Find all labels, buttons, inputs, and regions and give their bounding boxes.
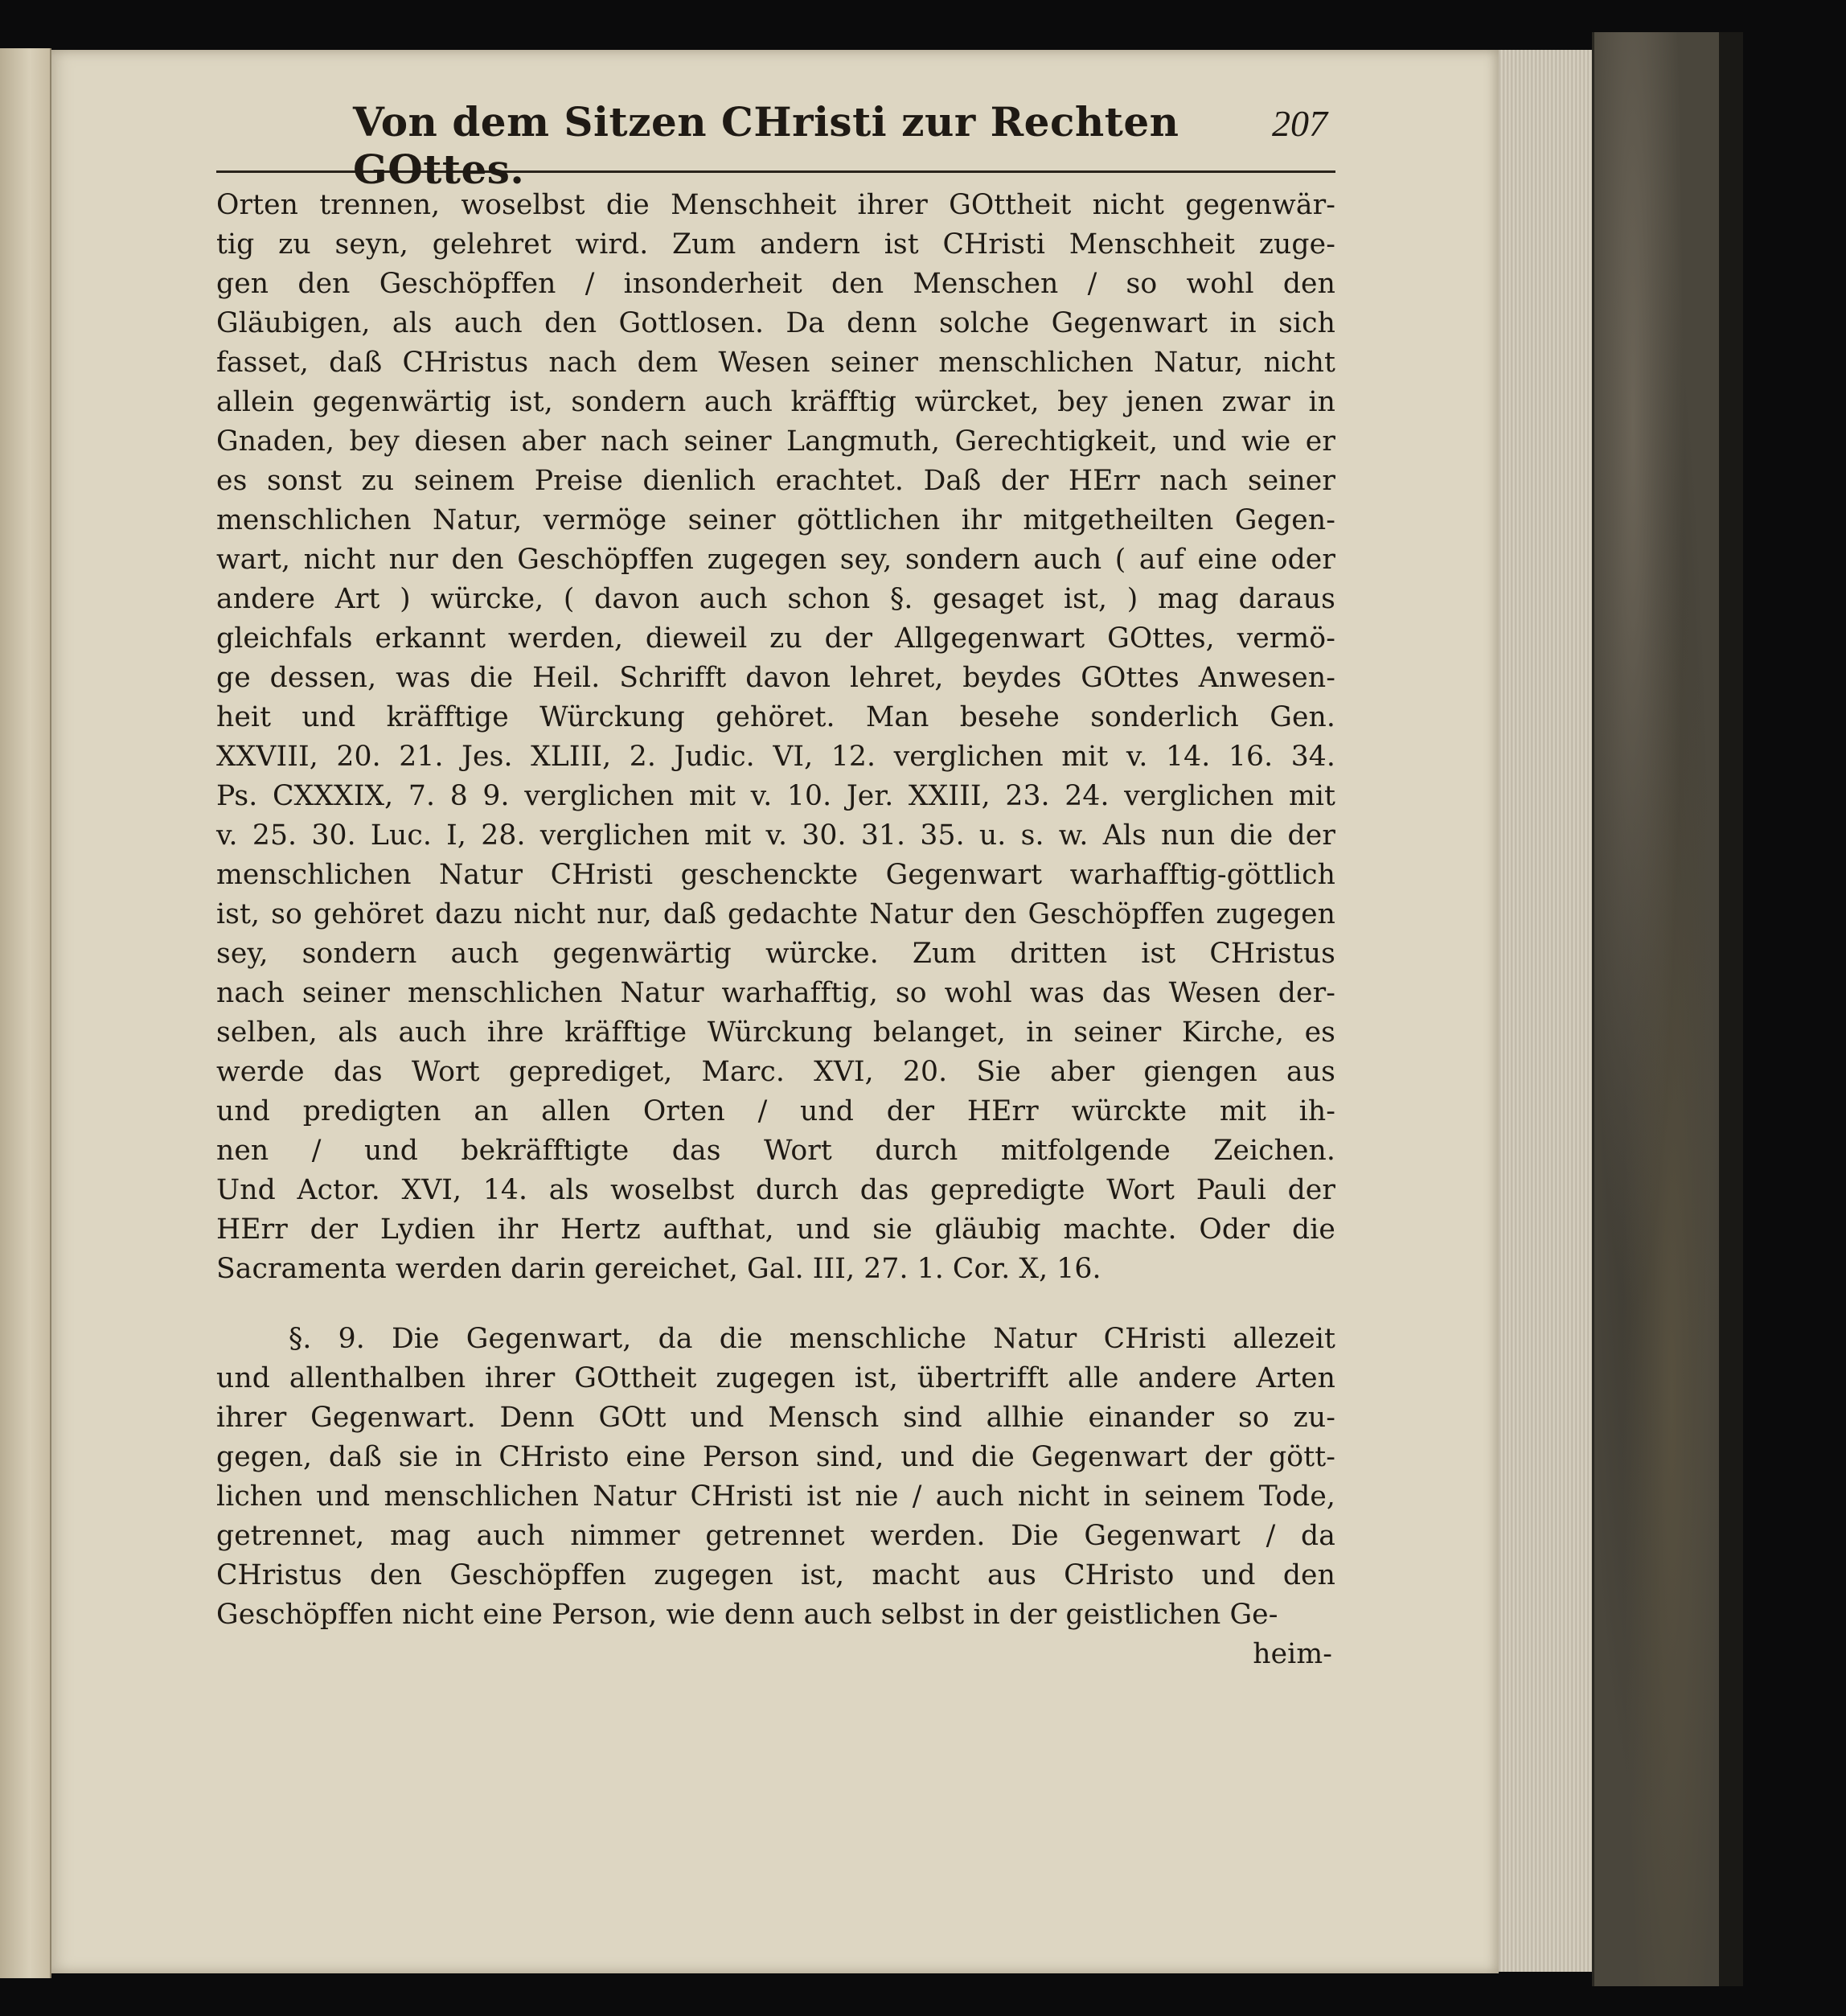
text-line: §. 9. Die Gegenwart, da die menschliche Natur CHristi allezeit (289, 1323, 1335, 1355)
text-line: es sonst zu seinem Preise dienlich erachtet. Daß der HErr nach seiner (216, 465, 1335, 497)
marbled-cover (1592, 32, 1723, 1986)
text-line: HErr der Lydien ihr Hertz aufthat, und sie gläubig machte. Oder die (216, 1213, 1335, 1246)
paragraph-2 (216, 1320, 1335, 1635)
cover-edge (1719, 32, 1743, 1986)
page-block-fore-edge (1497, 50, 1594, 1972)
text-line: tig zu seyn, gelehret wird. Zum andern ist CHristi Menschheit zuge- (216, 228, 1335, 261)
text-line: CHristus den Geschöpffen zugegen ist, macht aus CHristo und den (216, 1559, 1335, 1591)
text-line: gen den Geschöpffen / insonderheit den Menschen / so wohl den (216, 268, 1335, 300)
text-line: sey, sondern auch gegenwärtig würcke. Zum dritten ist CHristus (216, 938, 1335, 970)
text-line: allein gegenwärtig ist, sondern auch kräfftig würcket, bey jenen zwar in (216, 386, 1335, 418)
paragraph-gap (216, 1289, 1335, 1320)
text-line: menschlichen Natur, vermöge seiner göttlichen ihr mitgetheilten Gegen- (216, 504, 1335, 536)
text-line: Sacramenta werden darin gereichet, Gal. III, 27. 1. Cor. X, 16. (216, 1253, 1101, 1285)
catchword: heim- (1253, 1638, 1332, 1670)
text-line: selben, als auch ihre kräfftige Würckung belanget, in seiner Kirche, es (216, 1016, 1335, 1049)
text-line: und allenthalben ihrer GOttheit zugegen ist, übertrifft alle andere Arten (216, 1362, 1335, 1394)
text-line: getrennet, mag auch nimmer getrennet werden. Die Gegenwart / da (216, 1520, 1335, 1552)
text-line: XXVIII, 20. 21. Jes. XLIII, 2. Judic. VI, 12. verglichen mit v. 14. 16. 34. (216, 741, 1335, 773)
text-line: werde das Wort geprediget, Marc. XVI, 20. Sie aber giengen aus (216, 1056, 1335, 1088)
text-line: menschlichen Natur CHristi geschenckte Gegenwart warhafftig-göttlich (216, 859, 1335, 891)
paragraph-1 (216, 186, 1335, 1289)
text-line: fasset, daß CHristus nach dem Wesen seiner menschlichen Natur, nicht (216, 347, 1335, 379)
text-line: nen / und bekräfftigte das Wort durch mitfolgende Zeichen. (216, 1135, 1335, 1167)
page-header (216, 98, 1335, 193)
text-line: nach seiner menschlichen Natur warhafftig, so wohl was das Wesen der- (216, 977, 1335, 1009)
text-line: ge dessen, was die Heil. Schrifft davon lehret, beydes GOttes Anwesen- (216, 662, 1335, 694)
text-line: Gläubigen, als auch den Gottlosen. Da denn solche Gegenwart in sich (216, 307, 1335, 339)
text-line: v. 25. 30. Luc. I, 28. verglichen mit v. 30. 31. 35. u. s. w. Als nun die der (216, 819, 1335, 852)
text-line: gleichfals erkannt werden, dieweil zu der Allgegenwart GOttes, vermö- (216, 622, 1335, 655)
page-number: 207 (1272, 103, 1327, 144)
page-text-block (216, 98, 1335, 1674)
text-line: lichen und menschlichen Natur CHristi ist nie / auch nicht in seinem Tode, (216, 1480, 1335, 1513)
text-line: gegen, daß sie in CHristo eine Person sind, und die Gegenwart der gött- (216, 1441, 1335, 1473)
text-line: wart, nicht nur den Geschöpffen zugegen sey, sondern auch ( auf eine oder (216, 544, 1335, 576)
text-line: ist, so gehöret dazu nicht nur, daß gedachte Natur den Geschöpffen zugegen (216, 898, 1335, 930)
text-line: heit und kräfftige Würckung gehöret. Man besehe sonderlich Gen. (216, 701, 1335, 733)
text-line: Und Actor. XVI, 14. als woselbst durch das gepredigte Wort Pauli der (216, 1174, 1335, 1206)
text-line: Gnaden, bey diesen aber nach seiner Langmuth, Gerechtigkeit, und wie er (216, 425, 1335, 458)
text-line: Orten trennen, woselbst die Menschheit ihrer GOttheit nicht gegenwär- (216, 189, 1335, 221)
text-line: andere Art ) würcke, ( davon auch schon §. gesaget ist, ) mag daraus (216, 583, 1335, 615)
book-page (51, 50, 1499, 1973)
body-text (216, 186, 1335, 1674)
text-line: Geschöpffen nicht eine Person, wie denn auch selbst in der geistlichen Ge- (216, 1599, 1278, 1631)
text-line: und predigten an allen Orten / und der HErr würckte mit ih- (216, 1095, 1335, 1127)
running-head: Von dem Sitzen CHristi zur Rechten GOttes. (353, 98, 1179, 193)
left-page-edge (0, 48, 51, 1978)
text-line: Ps. CXXXIX, 7. 8 9. verglichen mit v. 10. Jer. XXIII, 23. 24. verglichen mit (216, 780, 1335, 812)
text-line: ihrer Gegenwart. Denn GOtt und Mensch sind allhie einander so zu- (216, 1402, 1335, 1434)
